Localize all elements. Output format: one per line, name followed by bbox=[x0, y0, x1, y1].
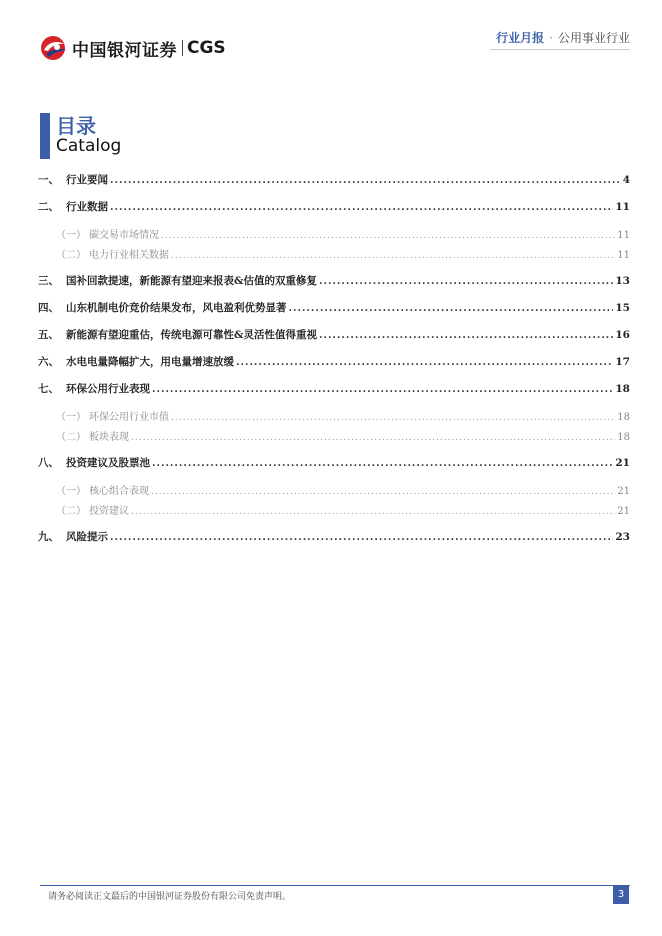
dot-leader bbox=[131, 507, 615, 517]
dot-leader bbox=[319, 276, 613, 287]
footer-disclaimer: 请务必阅读正文最后的中国银河证券股份有限公司免责声明。 bbox=[48, 892, 292, 902]
toc-entry[interactable] bbox=[38, 327, 630, 347]
toc-entry-page: 18 bbox=[615, 383, 630, 395]
toc-entry-title: 电力行业相关数据 bbox=[89, 250, 169, 261]
toc-entry-page: 18 bbox=[617, 412, 630, 423]
toc-subentry[interactable] bbox=[38, 502, 630, 522]
toc-entry-page: 11 bbox=[615, 201, 630, 213]
report-sector: 公用事业行业 bbox=[557, 31, 630, 45]
toc-entry-page: 23 bbox=[615, 531, 630, 543]
toc-entry-number: 六、 bbox=[38, 356, 59, 368]
toc-entry-number: 五、 bbox=[38, 329, 59, 341]
dot-leader bbox=[319, 330, 613, 341]
table-of-contents bbox=[38, 172, 630, 549]
toc-entry-number: 二、 bbox=[38, 201, 59, 213]
logo-chinese-name: 中国银河证券 bbox=[72, 40, 177, 61]
toc-entry[interactable] bbox=[38, 300, 630, 320]
header-separator: · bbox=[549, 31, 553, 45]
logo-divider bbox=[182, 40, 183, 56]
dot-leader bbox=[152, 384, 613, 395]
toc-entry-page: 11 bbox=[617, 230, 630, 241]
toc-entry-title: 行业数据 bbox=[66, 201, 108, 213]
toc-entry-title: 碳交易市场情况 bbox=[89, 230, 159, 241]
toc-entry[interactable] bbox=[38, 529, 630, 549]
toc-entry-number: （一） bbox=[56, 486, 86, 497]
toc-entry-title: 核心组合表现 bbox=[89, 486, 149, 497]
toc-subentry[interactable] bbox=[38, 428, 630, 448]
toc-entry-title: 水电电量降幅扩大，用电量增速放缓 bbox=[66, 356, 234, 368]
dot-leader bbox=[110, 202, 613, 213]
page-number: 3 bbox=[613, 886, 629, 904]
toc-entry-title: 山东机制电价竞价结果发布，风电盈利优势显著 bbox=[66, 302, 287, 314]
galaxy-logo-icon bbox=[40, 35, 68, 61]
toc-entry[interactable] bbox=[38, 354, 630, 374]
toc-entry-title: 投资建议及股票池 bbox=[66, 457, 150, 469]
footer-divider bbox=[40, 885, 630, 886]
page-header bbox=[0, 0, 662, 70]
dot-leader bbox=[131, 433, 615, 443]
toc-subentry[interactable] bbox=[38, 482, 630, 502]
toc-entry-number: （二） bbox=[56, 250, 86, 261]
dot-leader bbox=[110, 532, 613, 543]
dot-leader bbox=[289, 303, 614, 314]
toc-entry-title: 风险提示 bbox=[66, 531, 108, 543]
toc-subentry[interactable] bbox=[38, 246, 630, 266]
report-category bbox=[496, 29, 630, 46]
header-divider bbox=[490, 49, 630, 50]
toc-entry-title: 环保公用行业市值 bbox=[89, 412, 169, 423]
toc-entry-page: 21 bbox=[615, 457, 630, 469]
toc-entry-title: 板块表现 bbox=[89, 432, 129, 443]
toc-entry-number: 九、 bbox=[38, 531, 59, 543]
toc-entry-title: 环保公用行业表现 bbox=[66, 383, 150, 395]
toc-entry-title: 投资建议 bbox=[89, 506, 129, 517]
dot-leader bbox=[152, 458, 613, 469]
dot-leader bbox=[151, 487, 615, 497]
toc-entry-title: 国补回款提速，新能源有望迎来报表&估值的双重修复 bbox=[66, 275, 317, 287]
toc-entry-number: （一） bbox=[56, 230, 86, 241]
toc-entry-page: 15 bbox=[615, 302, 630, 314]
toc-entry-page: 13 bbox=[615, 275, 630, 287]
report-type: 行业月报 bbox=[496, 31, 545, 45]
toc-entry-page: 11 bbox=[617, 250, 630, 261]
toc-entry-page: 4 bbox=[622, 174, 630, 186]
toc-entry-title: 新能源有望迎重估，传统电源可靠性&灵活性值得重视 bbox=[66, 329, 317, 341]
logo-english-name: CGS bbox=[187, 38, 226, 58]
company-logo bbox=[40, 35, 226, 61]
heading-accent-bar bbox=[40, 113, 50, 159]
toc-entry-number: 三、 bbox=[38, 275, 59, 287]
toc-entry-number: 一、 bbox=[38, 174, 59, 186]
toc-entry[interactable] bbox=[38, 199, 630, 219]
toc-entry-page: 21 bbox=[617, 506, 630, 517]
toc-entry[interactable] bbox=[38, 273, 630, 293]
toc-subentry[interactable] bbox=[38, 408, 630, 428]
toc-entry[interactable] bbox=[38, 172, 630, 192]
toc-entry-number: （二） bbox=[56, 506, 86, 517]
toc-entry-page: 18 bbox=[617, 432, 630, 443]
toc-entry[interactable] bbox=[38, 381, 630, 401]
toc-entry-number: 八、 bbox=[38, 457, 59, 469]
dot-leader bbox=[171, 413, 615, 423]
dot-leader bbox=[236, 357, 613, 368]
toc-entry-title: 行业要闻 bbox=[66, 174, 108, 186]
dot-leader bbox=[171, 251, 615, 261]
toc-entry-page: 17 bbox=[615, 356, 630, 368]
toc-entry-number: （一） bbox=[56, 412, 86, 423]
toc-entry-number: 七、 bbox=[38, 383, 59, 395]
toc-entry-page: 21 bbox=[617, 486, 630, 497]
dot-leader bbox=[110, 175, 621, 186]
dot-leader bbox=[161, 231, 615, 241]
toc-entry[interactable] bbox=[38, 455, 630, 475]
toc-entry-page: 16 bbox=[615, 329, 630, 341]
toc-entry-number: （二） bbox=[56, 432, 86, 443]
toc-subentry[interactable] bbox=[38, 226, 630, 246]
toc-title-english: Catalog bbox=[56, 136, 122, 156]
toc-entry-number: 四、 bbox=[38, 302, 59, 314]
toc-title-chinese: 目录 bbox=[56, 114, 96, 138]
